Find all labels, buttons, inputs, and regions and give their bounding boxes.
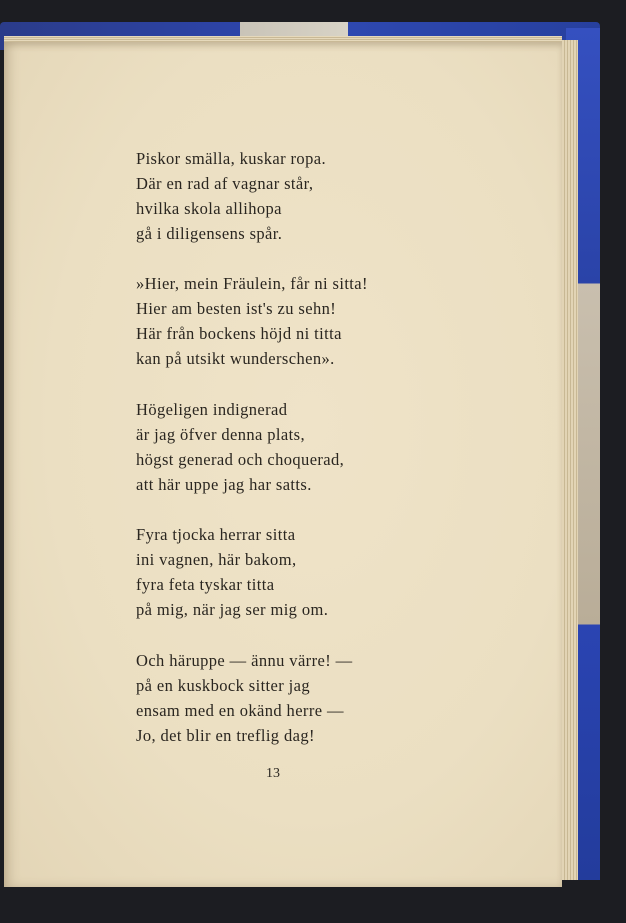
poem-line: ensam med en okänd herre — (136, 701, 344, 720)
poem-line: Jo, det blir en treflig dag! (136, 726, 315, 745)
poem-line: Här från bockens höjd ni titta (136, 324, 342, 343)
poem-line: »Hier, mein Fräulein, får ni sitta! (136, 274, 368, 293)
poem-line: fyra feta tyskar titta (136, 575, 275, 594)
stanza-3 (136, 397, 344, 497)
poem-line: högst generad och choquerad, (136, 450, 345, 469)
stanza-1 (136, 146, 326, 246)
poem-line: hvilka skola allihopa (136, 199, 282, 218)
stanza-2 (136, 271, 368, 371)
poem-line: Högeligen indignerad (136, 400, 288, 419)
poem-line: gå i diligensens spår. (136, 224, 283, 243)
poem-line: på mig, när jag ser mig om. (136, 600, 329, 619)
poem-line: att här uppe jag har satts. (136, 475, 312, 494)
poem-line: Hier am besten ist's zu sehn! (136, 299, 337, 318)
page-number: 13 (266, 766, 280, 781)
poem-line: Och häruppe — ännu värre! — (136, 651, 353, 670)
poem-line: Piskor smälla, kuskar ropa. (136, 149, 326, 168)
poem-line: på en kuskbock sitter jag (136, 676, 311, 695)
poem-line: Fyra tjocka herrar sitta (136, 525, 296, 544)
stanza-5 (136, 648, 353, 748)
poem-line: kan på utsikt wunderschen». (136, 349, 335, 368)
stanza-4 (136, 522, 328, 622)
poem-line: ini vagnen, här bakom, (136, 550, 297, 569)
poem-line: är jag öfver denna plats, (136, 425, 305, 444)
poem-line: Där en rad af vagnar står, (136, 174, 314, 193)
